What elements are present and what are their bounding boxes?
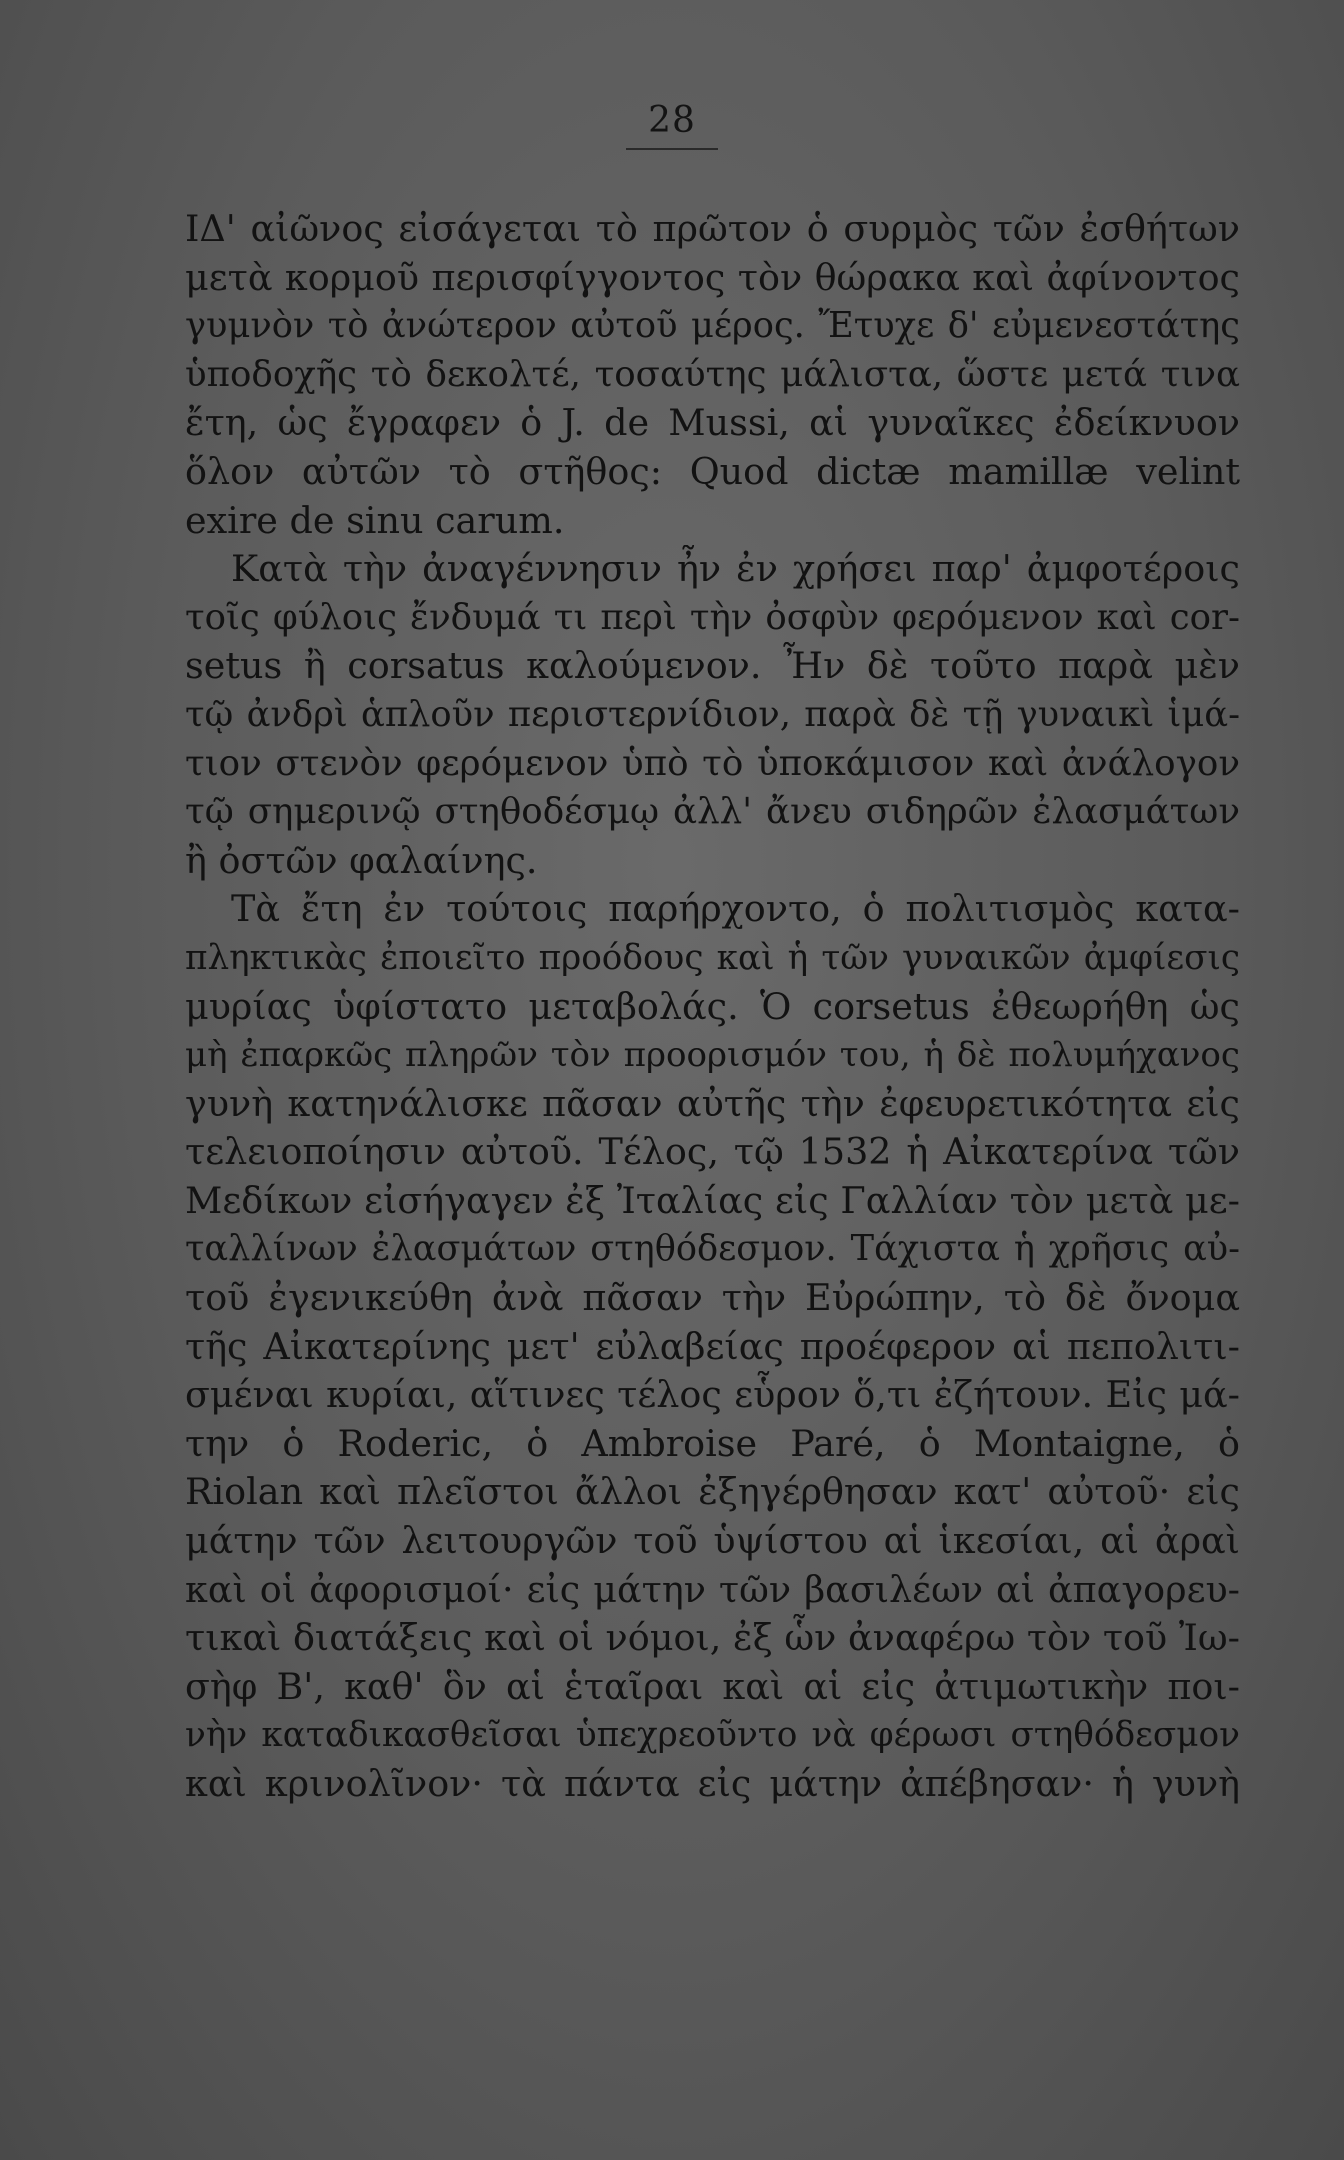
text-line: Riolan καὶ πλεῖστοι ἄλλοι ἐξηγέρθησαν κατ' αὐτοῦ· εἰς <box>185 1470 1240 1514</box>
text-line: πληκτικὰς ἐποιεῖτο προόδους καὶ ἡ τῶν γυναικῶν ἀμφίεσις <box>185 937 1240 978</box>
text-line: γυμνὸν τὸ ἀνώτερον αὐτοῦ μέρος. Ἔτυχε δ' εὐμενεστάτης <box>185 305 1240 347</box>
text-line: καὶ οἱ ἀφορισμοί· εἰς μάτην τῶν βασιλέων αἱ ἀπαγορευ- <box>185 1567 1240 1611</box>
text-line: σὴφ Β', καθ' ὃν αἱ ἑταῖραι καὶ αἱ εἰς ἀτιμωτικὴν ποι- <box>185 1664 1240 1708</box>
page-number-rule <box>626 148 718 150</box>
text-line: τῆς Αἰκατερίνης μετ' εὐλαβείας προέφερον αἱ πεπολιτι- <box>185 1324 1240 1368</box>
text-line: καὶ κρινολῖνον· τὰ πάντα εἰς μάτην ἀπέβησαν· ἡ γυνὴ <box>185 1762 1240 1805</box>
paragraph-start-line: Τὰ ἔτη ἐν τούτοις παρήρχοντο, ὁ πολιτισμὸς κατα- <box>231 887 1240 931</box>
text-line: ταλλίνων ἐλασμάτων στηθόδεσμον. Τάχιστα ἡ χρῆσις αὐ- <box>185 1228 1240 1270</box>
text-line: ἢ ὀστῶν φαλαίνης. <box>185 838 538 882</box>
text-line: νὴν καταδικασθεῖσαι ὑπεχρεοῦντο νὰ φέρωσι στηθόδεσμον <box>185 1715 1240 1756</box>
body-text <box>185 205 1240 1809</box>
text-line: ὑποδοχῆς τὸ δεκολτέ, τοσαύτης μάλιστα, ὥστε μετά τινα <box>185 353 1240 395</box>
text-line: ΙΔ' αἰῶνος εἰσάγεται τὸ πρῶτον ὁ συρμὸς τῶν ἐσθήτων <box>185 207 1240 250</box>
text-line: μάτην τῶν λειτουργῶν τοῦ ὑψίστου αἱ ἱκεσίαι, αἱ ἀραὶ <box>185 1519 1240 1563</box>
text-line: σμέναι κυρίαι, αἵτινες τέλος εὗρον ὅ,τι ἐζήτουν. Εἰς μά- <box>185 1373 1240 1417</box>
text-line: Μεδίκων εἰσήγαγεν ἐξ Ἰταλίας εἰς Γαλλίαν τὸν μετὰ με- <box>185 1178 1240 1222</box>
text-line: γυνὴ κατηνάλισκε πᾶσαν αὐτῆς τὴν ἐφευρετικότητα εἰς <box>185 1081 1240 1125</box>
text-line: exire de sinu carum. <box>185 498 565 542</box>
page-number: 28 <box>648 100 696 141</box>
text-line: setus ἢ corsatus καλούμενον. Ἦν δὲ τοῦτο παρὰ μὲν <box>185 644 1240 688</box>
text-line: τελειοποίησιν αὐτοῦ. Τέλος, τῷ 1532 ἡ Αἰκατερίνα τῶν <box>185 1130 1240 1174</box>
text-line: τιον στενὸν φερόμενον ὑπὸ τὸ ὑποκάμισον καὶ ἀνάλογον <box>185 742 1240 784</box>
text-line: τικαὶ διατάξεις καὶ οἱ νόμοι, ἐξ ὧν ἀναφέρω τὸν τοῦ Ἰω- <box>185 1616 1240 1660</box>
text-line: ἔτη, ὡς ἔγραφεν ὁ J. de Mussi, αἱ γυναῖκες ἐδείκνυον <box>185 401 1240 445</box>
text-line: ὅλον αὐτῶν τὸ στῆθος: Quod dictæ mamillæ velint <box>185 449 1240 493</box>
text-line: τοῖς φύλοις ἔνδυμά τι περὶ τὴν ὀσφὺν φερόμενον καὶ cor- <box>185 596 1240 638</box>
paragraph-start-line: Κατὰ τὴν ἀναγέννησιν ἦν ἐν χρήσει παρ' ἀμφοτέροις <box>231 547 1240 591</box>
text-line: μυρίας ὑφίστατο μεταβολάς. Ὁ corsetus ἐθεωρήθη ὡς <box>185 984 1240 1028</box>
text-line: τῷ σημερινῷ στηθοδέσμῳ ἀλλ' ἄνευ σιδηρῶν ἐλασμάτων <box>185 791 1240 833</box>
text-line: μετὰ κορμοῦ περισφίγγοντος τὸν θώρακα καὶ ἀφίνοντος <box>185 255 1240 299</box>
text-line: μὴ ἐπαρκῶς πληρῶν τὸν προορισμόν του, ἡ δὲ πολυμήχανος <box>185 1035 1240 1076</box>
text-line: τῷ ἀνδρὶ ἁπλοῦν περιστερνίδιον, παρὰ δὲ τῇ γυναικὶ ἱμά- <box>185 693 1240 735</box>
text-line: την ὁ Roderic, ὁ Ambroise Paré, ὁ Montaigne, ὁ <box>185 1421 1240 1465</box>
text-line: τοῦ ἐγενικεύθη ἀνὰ πᾶσαν τὴν Εὐρώπην, τὸ δὲ ὄνομα <box>185 1276 1240 1320</box>
